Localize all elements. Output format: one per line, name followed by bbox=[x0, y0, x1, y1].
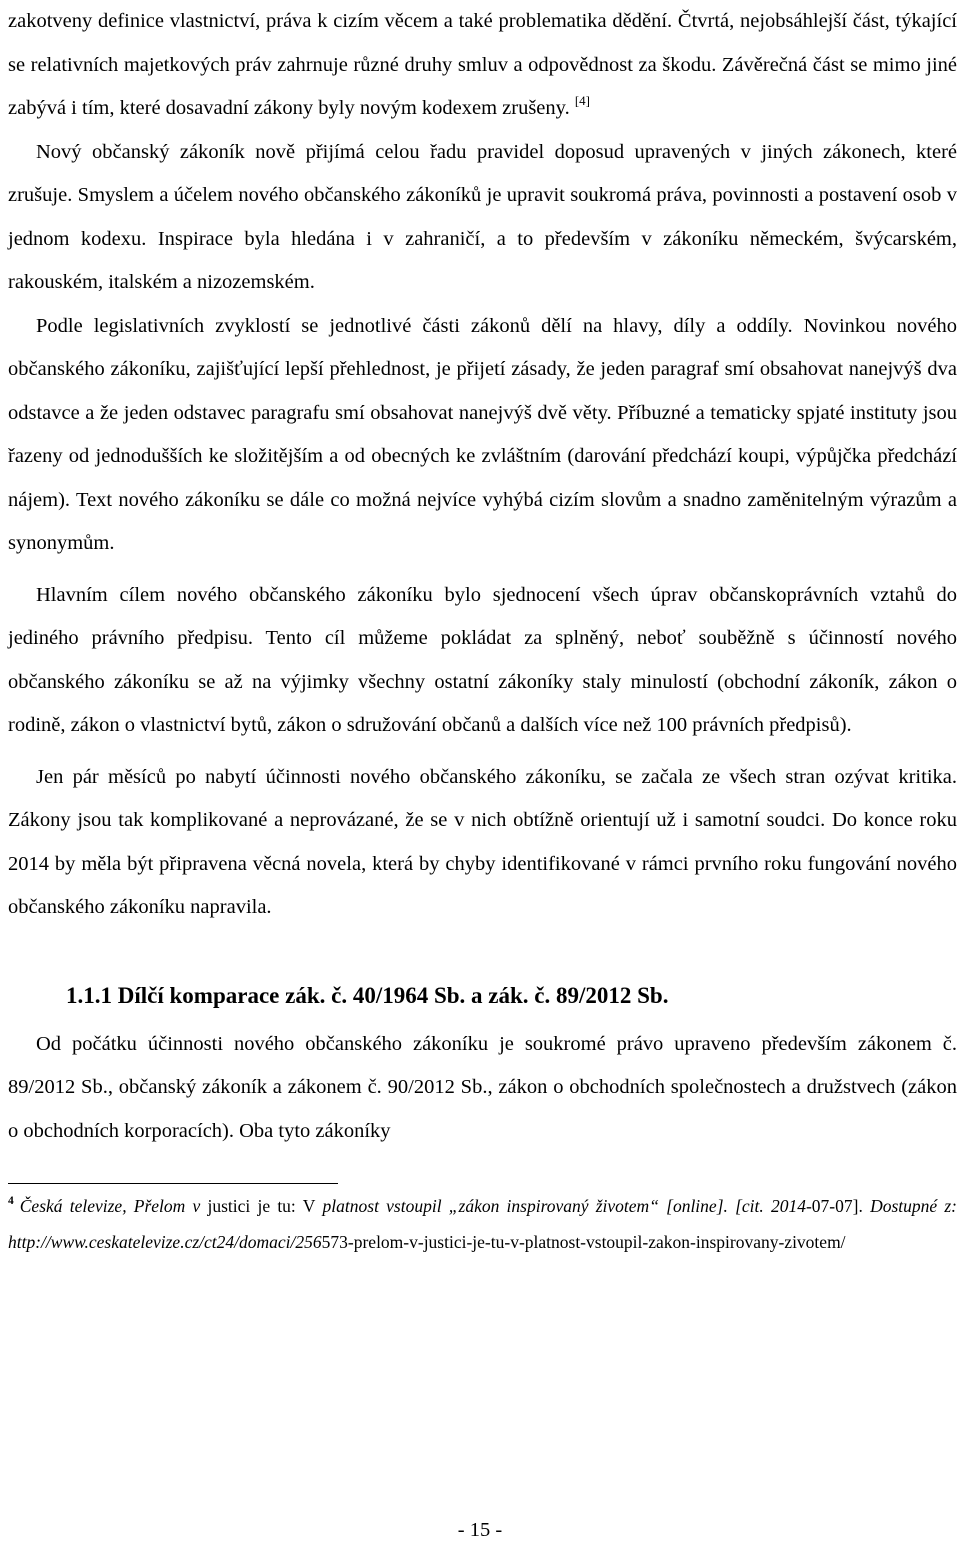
footnote-text-1: Česká televize, Přelom v bbox=[19, 1196, 201, 1216]
paragraph-4: Hlavním cílem nového občanského zákoníku bylo sjednocení všech úprav občanskoprávních vztahů do jediného právního předpisu. Tento cíl můžeme pokládat za splněný, neboť souběžně s účinností nového občanského zákoníku se až na výjimky všechny ostatní zákoníky staly minulostí (obchodní zákoník, zákon o rodině, zákon o vlastnictví bytů, zákon o sdružování občanů a dalších více než 100 právních předpisů). bbox=[8, 583, 957, 736]
footnote-separator bbox=[8, 1183, 338, 1184]
paragraph-6: Od počátku účinnosti nového občanského zákoníku je soukromé právo upraveno především zákonem č. 89/2012 Sb., občanský zákoník a zákonem č. 90/2012 Sb., zákon o obchodních společnostech a družstvech (zákon o obchodních korporacích). Oba tyto zákoníky bbox=[8, 1032, 957, 1142]
footnote-text-5: Dostupné z: http://www.ceskatelevize.cz/ct24/domaci/256 bbox=[8, 1196, 957, 1252]
spacer bbox=[8, 1153, 957, 1183]
footnote bbox=[8, 1188, 957, 1260]
footnote-text-2: justici je tu: V bbox=[200, 1196, 316, 1216]
spacer bbox=[8, 1011, 957, 1023]
spacer bbox=[8, 930, 957, 981]
footnote-text-4: -07-07]. bbox=[805, 1196, 871, 1216]
section-heading: 1.1.1 Dílčí komparace zák. č. 40/1964 Sb. a zák. č. 89/2012 Sb. bbox=[66, 982, 669, 1008]
document-page bbox=[8, 0, 957, 1260]
paragraph-3: Podle legislativních zvyklostí se jednotlivé části zákonů dělí na hlavy, díly a oddíly. Novinkou nového občanského zákoníku, zajišťující lepší přehlednost, je přijetí zásady, že jeden paragraf smí obsahovat nanejvýš dva odstavce a že jeden odstavec paragrafu smí obsahovat nanejvýš dvě věty. Příbuzné a tematicky spjaté instituty jsou řazeny od jednodušších ke složitějším a od obecných ke zvláštním (darování předchází koupi, výpůjčka předchází nájem). Text nového zákoníku se dále co možná nejvíce vyhýbá cizím slovům a snadno zaměnitelným výrazům a synonymům. bbox=[8, 314, 957, 554]
footnote-text-3: platnost vstoupil „zákon inspirovaný životem“ [online]. [cit. 2014 bbox=[315, 1196, 806, 1216]
spacer bbox=[8, 748, 957, 756]
paragraph-1 bbox=[8, 0, 957, 131]
reference-marker: [4] bbox=[574, 93, 590, 108]
paragraph-5: Jen pár měsíců po nabytí účinnosti nového občanského zákoníku, se začala ze všech stran ozývat kritika. Zákony jsou tak komplikované a neprovázané, že se v nich obtížně orientují už i samotní soudci. Do konce roku 2014 by měla být připravena věcná novela, která by chyby identifikované v rámci prvního roku fungování nového občanského zákoníku napravila. bbox=[8, 765, 957, 918]
paragraph-2: Nový občanský zákoník nově přijímá celou řadu pravidel doposud upravených v jiných zákonech, které zrušuje. Smyslem a účelem nového občanského zákoníků je upravit soukromá práva, povinnosti a postavení osob v jednom kodexu. Inspirace byla hledána i v zahraničí, a to především v zákoníku německém, švýcarském, rakouském, italském a nizozemském. bbox=[8, 140, 957, 293]
page-number: - 15 - bbox=[457, 1519, 503, 1541]
spacer bbox=[8, 566, 957, 574]
paragraph-1-text: zakotveny definice vlastnictví, práva k cizím věcem a také problematika dědění. Čtvrtá, nejobsáhlejší část, týkající se relativních majetkových práv zahrnuje různé druhy smluv a odpovědnost za škodu. Závěrečná část se mimo jiné zabývá i tím, které dosavadní zákony byly novým kodexem zrušeny. bbox=[8, 10, 957, 119]
footnote-text-6: 573-prelom-v-justici-je-tu-v-platnost-vstoupil-zakon-inspirovany-zivotem/ bbox=[321, 1232, 846, 1252]
footnote-mark: 4 bbox=[8, 1195, 14, 1207]
